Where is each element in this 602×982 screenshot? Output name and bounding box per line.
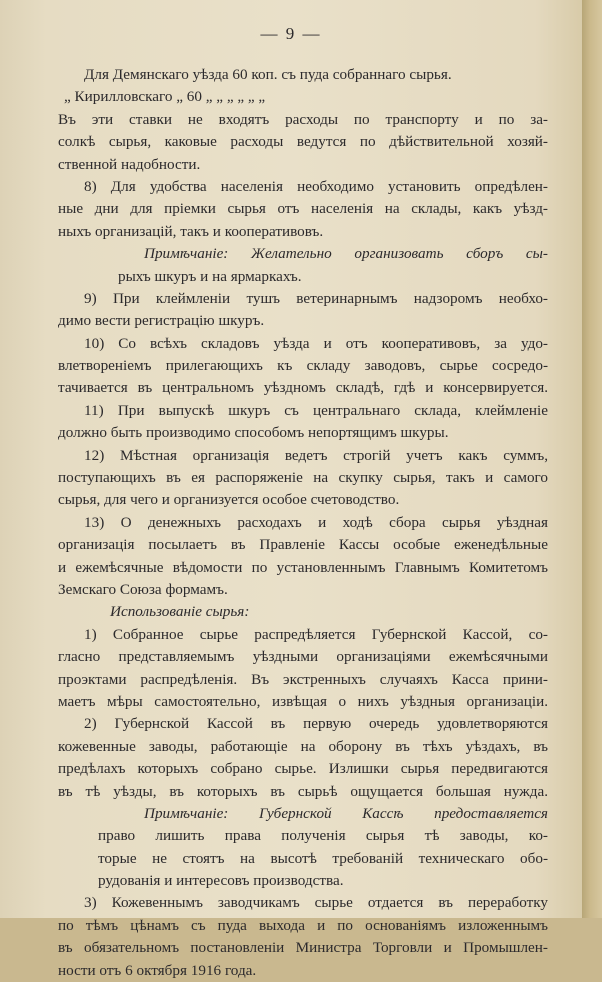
- text-line: тачивается въ центральномъ уѣздномъ складѣ, гдѣ и консервируется.: [58, 379, 548, 397]
- text-line: Въ эти ставки не входятъ расходы по транспорту и по за-: [58, 110, 548, 128]
- text-line: по тѣмъ цѣнамъ съ пуда выхода и по основаніямъ изложеннымъ: [58, 916, 548, 934]
- text-line: 11) При выпускѣ шкуръ съ центральнаго склада, клеймленіе: [84, 401, 548, 419]
- page-number: — 9 —: [260, 24, 322, 43]
- text-line: гласно представляемымъ уѣздными организаціями ежемѣсячными: [58, 648, 548, 666]
- text-line: предѣлахъ которыхъ собрано сырье. Излишки сырья передвигаются: [58, 760, 548, 778]
- text-line: и ежемѣсячные вѣдомости по установленнымъ Главнымъ Комитетомъ: [58, 558, 548, 576]
- text-line: 10) Со всѣхъ складовъ уѣзда и отъ кооперативовъ, за удо-: [84, 334, 548, 352]
- text-line: 1) Собранное сырье распредѣляется Губернской Кассой, со-: [84, 625, 548, 643]
- text-line: ные дни для пріемки сырья отъ населенія на склады, какъ уѣзд-: [58, 200, 548, 218]
- text-line: солкѣ сырья, каковые расходы ведутся по дѣйствительной хозяй-: [58, 133, 548, 151]
- text-line: торые не стоятъ на высотѣ требованій техническаго обо-: [98, 849, 548, 867]
- text-line: поступающихъ въ ея распоряженіе на скупку сырья, такъ и самого: [58, 469, 548, 487]
- text-line: организація посылаетъ въ Правленіе Кассы особые еженедѣльные: [58, 536, 548, 554]
- text-line: 9) При клеймленіи тушъ ветеринарнымъ надзоромъ необхо-: [84, 289, 548, 307]
- text-line: Для Демянскаго уѣзда 60 коп. съ пуда собраннаго сырья.: [84, 66, 452, 83]
- text-line: рудованія и интересовъ производства.: [98, 872, 344, 890]
- text-line: 13) О денежныхъ расходахъ и ходѣ сбора сырья уѣздная: [84, 513, 548, 531]
- text-line: Земскаго Союза формамъ.: [58, 580, 228, 598]
- text-line: 8) Для удобства населенія необходимо установить опредѣлен-: [84, 177, 548, 195]
- text-line: 3) Кожевеннымъ заводчикамъ сырье отдается въ переработку: [84, 894, 548, 912]
- text-line: проэктами распредѣленія. Въ экстренныхъ случаяхъ Касса прини-: [58, 670, 548, 688]
- text-line: должно быть производимо способомъ непортящимъ шкуры.: [58, 424, 449, 442]
- text-line: сырья, для чего и организуется особое счетоводство.: [58, 491, 400, 509]
- text-line: въ обязательномъ постановленіи Министра Торговли и Промышлен-: [58, 939, 548, 957]
- text-line: право лишить права полученія сырья тѣ заводы, ко-: [98, 827, 548, 845]
- text-line: 12) Мѣстная организація ведетъ строгій учетъ какъ суммъ,: [84, 446, 548, 464]
- text-line: ныхъ организацій, такъ и кооперативовъ.: [58, 222, 324, 240]
- body-text: [58, 64, 548, 982]
- text-line: димо вести регистрацію шкуръ.: [58, 312, 265, 330]
- note-line: Примѣчаніе: Желательно организовать сборъ сы-: [144, 245, 548, 263]
- text-line: кожевенные заводы, работающіе на оборону въ тѣхъ уѣздахъ, въ: [58, 737, 548, 755]
- page-edge: [582, 0, 602, 918]
- text-line: въ тѣ уѣзды, въ которыхъ въ сырьѣ ощущается большая нужда.: [58, 782, 548, 800]
- note-line: Примѣчаніе: Губернской Кассѣ предоставляется: [144, 804, 548, 822]
- text-line: рыхъ шкуръ и на ярмаркахъ.: [118, 267, 302, 285]
- text-line: ственной надобности.: [58, 155, 201, 173]
- text-line: 2) Губернской Кассой въ первую очередь удовлетворяются: [84, 715, 548, 733]
- text-line: ности отъ 6 октября 1916 года.: [58, 961, 257, 979]
- text-line: влетвореніемъ прилегающихъ къ складу заводовъ, сырье сосредо-: [58, 357, 548, 375]
- section-heading: Использованіе сырья:: [110, 603, 250, 621]
- text-line: „ Кирилловскаго „ 60 „ „ „ „ „ „: [64, 88, 266, 106]
- text-line: маетъ мѣры самостоятельно, извѣщая о нихъ уѣздныя организаціи.: [58, 692, 548, 710]
